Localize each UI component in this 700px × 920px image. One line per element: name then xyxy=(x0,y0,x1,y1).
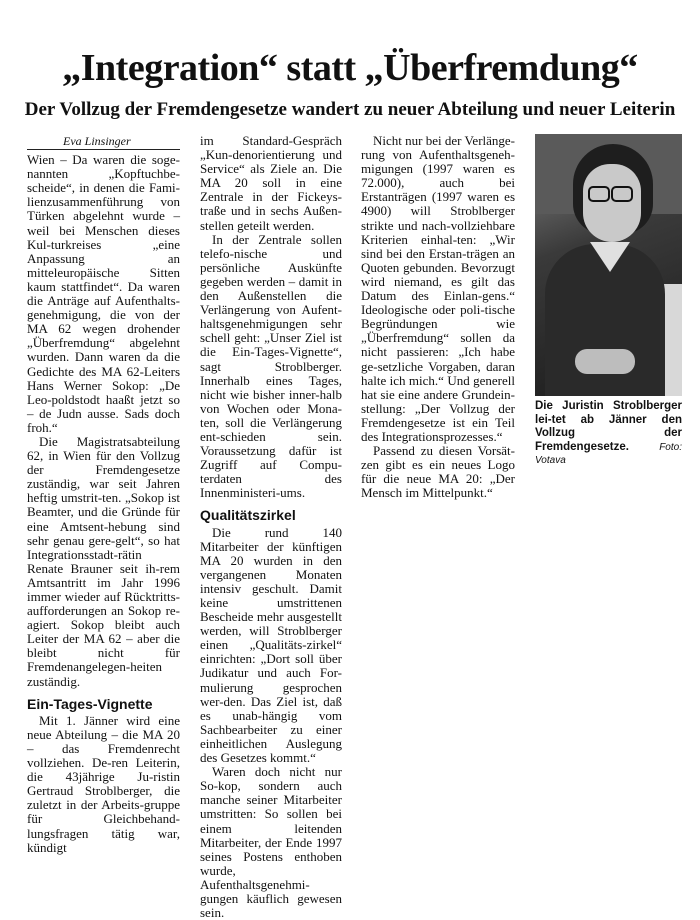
photo-figure xyxy=(611,186,633,202)
paragraph: Nicht nur bei der Verlänge-rung von Aufenthaltsgeneh-migungen (1997 waren es 72.000), auch bei Erstanträgen (1997 waren es 4900) will Stroblberger strikte und nach-vollziehbare Kriterien einhal-ten: „Wir sind bei den Erstan-trägen an Quoten gebunden. Bevorzugt wird niemand, es gilt das Datum des Einlan-gens.“ Ideologische oder poli-tische Begründungen wie „Überfremdung“ sollen da nicht passieren: „Ich habe ge-setzliche Vorgaben, daran halte ich mich.“ Und generell hat sie eine andere Grundein-stellung: „Der Vollzug der Fremdengesetze ist ein Teil des Integrationsprozesses.“ xyxy=(361,133,515,444)
photo-credit: Foto: Votava xyxy=(535,441,682,466)
paragraph: Die rund 140 Mitarbeiter der künftigen MA 20 wurden in den vergangenen Monaten intensiv geschult. Damit keine umstrittenen Bescheide mehr ausgestellt werden, will Stroblberger einen „Qualitäts-zirkel“ einrichten: „Dort soll über Judikatur und auch For-mulierung gesprochen wer-den. Das Ziel ist, daß es unab-hängig vom Sachbearbeiter zu einer einheitlichen Auslegung des Gesetzes kommt.“ xyxy=(200,524,342,766)
paragraph: In der Zentrale sollen telefo-nische und persönliche Auskünfte gegeben werden – damit in den Außenstellen die Verlängerung von Aufent-haltsgenehmigungen sehr schell geht: „Unser Ziel ist die Ein-Tages-Vignette“, sagt Stroblberger. Innerhalb eines Tages, nicht wie bisher inner-halb von Wochen oder Mona-ten, soll die Verlängerung ent-schieden sein. Voraussetzung dafür ist Zugriff auf Compu-terdaten des Innenministeri-ums. xyxy=(200,231,342,501)
paragraph: im Standard-Gespräch „Kun-denorientierung und Service“ als Ziele an. Die MA 20 soll in eine Zentrale in der Fickeys-traße und in sechs Außen-stellen geteilt werden. xyxy=(200,133,342,233)
author-name: Eva Linsinger xyxy=(63,134,131,148)
column-3 xyxy=(361,134,515,500)
caption-text: Die Juristin Stroblberger lei-tet ab Jänner den Vollzug der Fremdengesetze. xyxy=(535,400,682,453)
section-heading: Ein-Tages-Vignette xyxy=(27,695,153,712)
paragraph: Waren doch nicht nur So-kop, sondern auch manche seiner Mitarbeiter umstritten: So sollen bei einem leitenden Mitarbeiter, der Ende 1997 seines Postens enthoben wurde, Aufenthaltsgenehmi-gungen käuflich gewesen sein. xyxy=(200,764,342,920)
section-heading: Qualitätszirkel xyxy=(200,507,296,524)
column-2 xyxy=(200,134,342,920)
photo-figure xyxy=(588,186,610,202)
photo-figure xyxy=(575,349,635,374)
photo-figure xyxy=(583,164,641,242)
portrait-photo xyxy=(535,134,682,396)
photo-caption xyxy=(535,400,682,468)
subheadline: Der Vollzug der Fremdengesetze wandert zu neuer Abteilung und neuer Leiterin xyxy=(24,99,676,120)
paragraph: Passend zu diesen Vorsät-zen gibt es ein neues Logo für die neue MA 20: „Der Mensch im Mittelpunkt.“ xyxy=(361,443,515,501)
paragraph: Wien – Da waren die soge-nannten „Kopftuchbe-scheide“, in denen die Fami-lienzusammenführung von Türken abgelehnt wurde – weil bei Menschen dieses Kul-turkreises „eine Anpassung an mitteleuropäische Sitten kaum stattfindet“. Da waren die Anträge auf Aufenthalts-genehmigung, die von der MA 62 wegen drohender „Überfremdung“ abgelehnt wurden. Dann waren da die Gedichte des MA 62-Leiters Hans Werner Sokop: „De Leo-poldstodt haaßt jetzt so – de Judn ausse. Sads doch froh.“ xyxy=(27,152,180,435)
byline xyxy=(27,134,180,150)
photo-column xyxy=(535,134,682,468)
paragraph: Mit 1. Jänner wird eine neue Abteilung – die MA 20 – das Fremdenrecht vollziehen. De-ren Leiterin, die 43jährige Ju-ristin Gertraud Stroblberger, die zuletzt in der Arbeits-gruppe für Gleichbehand-lungsfragen tätig war, kündigt xyxy=(27,712,180,855)
headline: „Integration“ statt „Überfremdung“ xyxy=(62,47,638,89)
column-1 xyxy=(27,134,180,855)
paragraph: Die Magistratsabteilung 62, in Wien für den Vollzug der Fremdengesetze zuständig, war seit Jahren heftig umstrit-ten. „Sokop ist Beamter, und die Gründe für eine Amtsent-hebung sind sehr genau gere-gelt“, so hat Integrationsstadt-rätin Renate Brauner seit ih-rem Amtsantritt im Jahr 1996 immer wieder auf Rücktritts-aufforderungen an Sokop re-agiert. Sokop bleibt auch Leiter der MA 62 – aber die bleibt nicht für Fremdenangelegen-heiten zuständig. xyxy=(27,433,180,689)
